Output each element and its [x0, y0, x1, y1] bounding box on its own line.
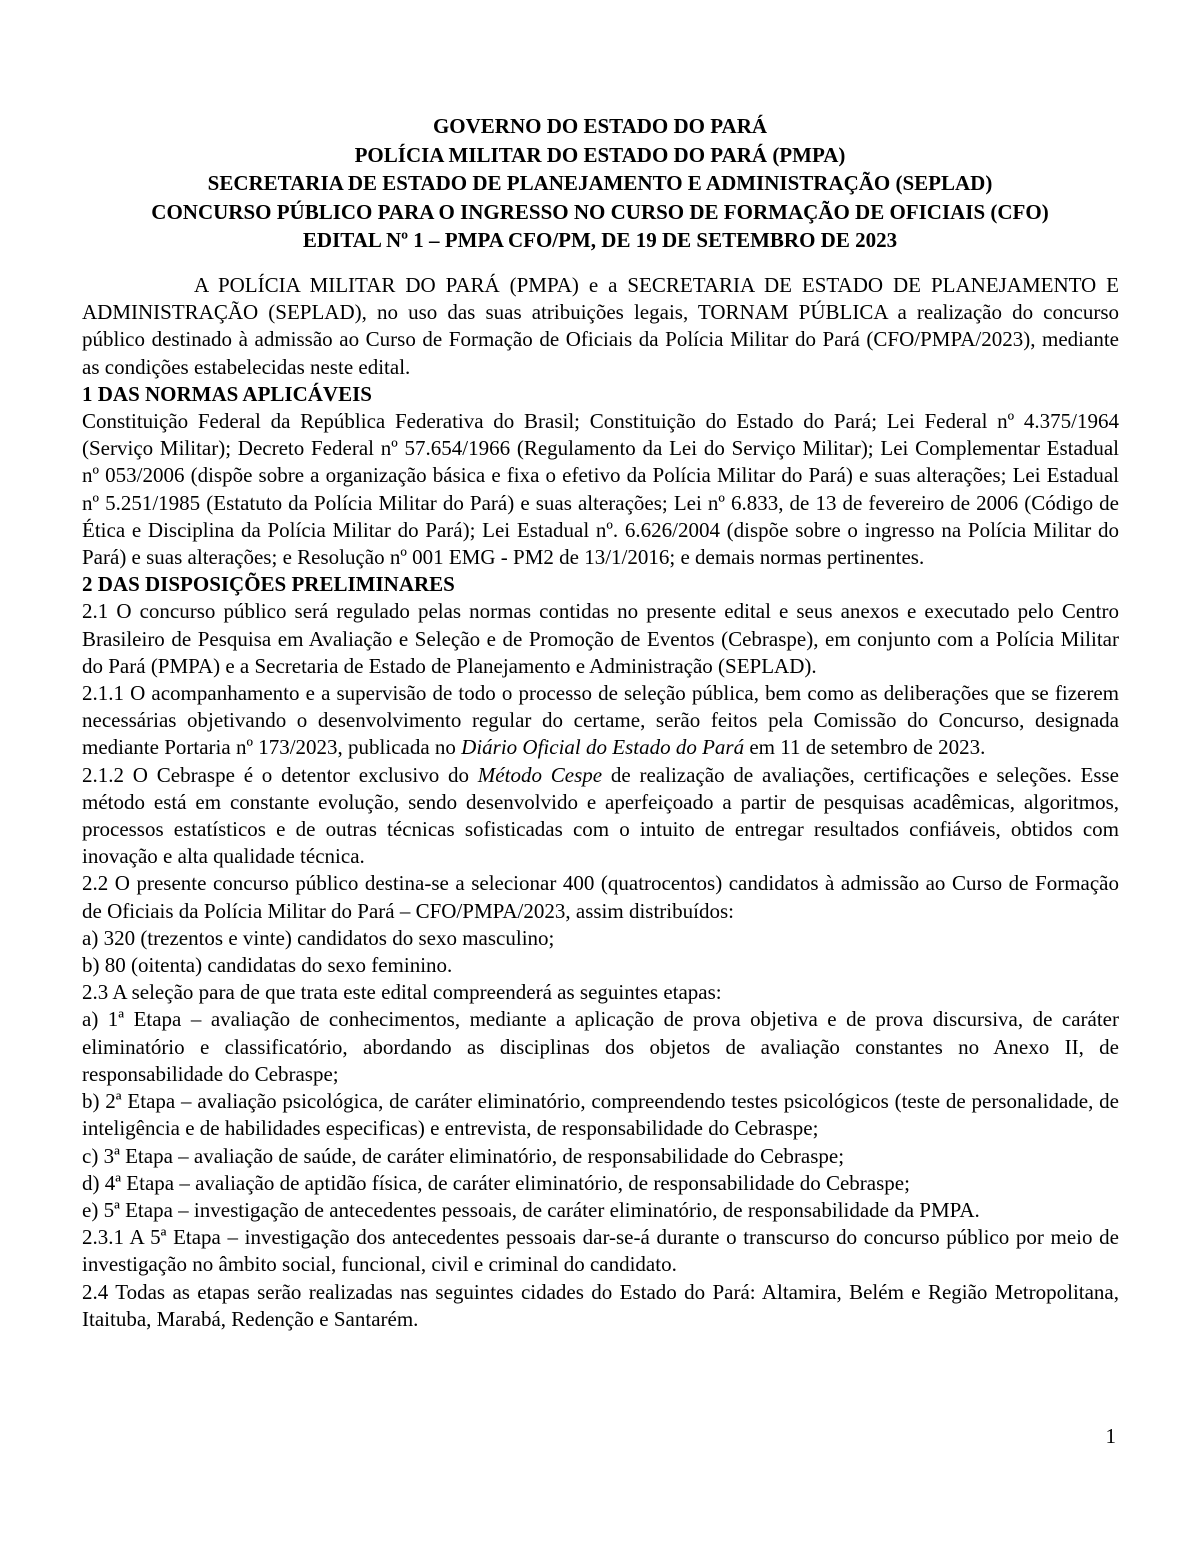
document-body	[82, 272, 1119, 1333]
paragraph-2-1-2-italic: Método Cespe	[477, 762, 603, 787]
page-number: 1	[1105, 1424, 1116, 1448]
paragraph-2-1-2-text-b: de realização de avaliações, certificações e seleções. Esse método está em constante evolução, sendo desenvolvido e aperfeiçoado a partir de pesquisas acadêmicas, algoritmos, processos estatísticos e de outras técnicas sofisticadas com o intuito de entregar resultados confiáveis, obtidos com inovação e alta qualidade técnica.	[82, 762, 1119, 869]
header-line-secretariat: SECRETARIA DE ESTADO DE PLANEJAMENTO E ADMINISTRAÇÃO (SEPLAD)	[207, 171, 993, 195]
list-item-2-3-d: d) 4ª Etapa – avaliação de aptidão física, de caráter eliminatório, de responsabilidade do Cebraspe;	[82, 1170, 910, 1195]
list-item-2-2-b: b) 80 (oitenta) candidatas do sexo feminino.	[82, 953, 453, 978]
list-item-2-3-e: e) 5ª Etapa – investigação de antecedentes pessoais, de caráter eliminatório, de responsabilidade da PMPA.	[82, 1197, 980, 1222]
header-line-edital: EDITAL Nº 1 – PMPA CFO/PM, DE 19 DE SETEMBRO DE 2023	[302, 228, 898, 252]
section-2-heading: 2 DAS DISPOSIÇÕES PRELIMINARES	[82, 572, 455, 597]
paragraph-2-1-1-text-a: 2.1.1 O acompanhamento e a supervisão de todo o processo de seleção pública, bem como as deliberações que se fizerem necessárias objetivando o desenvolvimento regular do certame, serão feitos pela Comissão do Concurso, designada mediante Portaria nº 173/2023, publicada no	[82, 681, 1119, 760]
section-1-heading: 1 DAS NORMAS APLICÁVEIS	[82, 381, 372, 406]
header-line-government: GOVERNO DO ESTADO DO PARÁ	[432, 114, 768, 138]
paragraph-2-4: 2.4 Todas as etapas serão realizadas nas seguintes cidades do Estado do Pará: Altamira, Belém e Região Metropolitana, Itaituba, Marabá, Redenção e Santarém.	[82, 1279, 1119, 1331]
paragraph-2-1-2-text-a: 2.1.2 O Cebraspe é o detentor exclusivo do	[82, 762, 478, 787]
list-item-2-3-b: b) 2ª Etapa – avaliação psicológica, de caráter eliminatório, compreendendo testes psicológicos (teste de personalidade, de inteligência e de habilidades especificas) e entrevista, de responsabilidade do Cebraspe;	[82, 1089, 1119, 1141]
list-item-2-3-a: a) 1ª Etapa – avaliação de conhecimentos, mediante a aplicação de prova objetiva e de prova discursiva, de caráter eliminatório e classificatório, abordando as disciplinas dos objetos de avaliação constantes no Anexo II, de responsabilidade do Cebraspe;	[82, 1007, 1119, 1086]
paragraph-2-1-1	[82, 680, 1119, 762]
paragraph-2-1-1-text-b: em 11 de setembro de 2023.	[744, 735, 986, 760]
paragraph-2-2: 2.2 O presente concurso público destina-se a selecionar 400 (quatrocentos) candidatos à admissão ao Curso de Formação de Oficiais da Polícia Militar do Pará – CFO/PMPA/2023, assim distribuídos:	[82, 871, 1119, 923]
list-item-2-2-a: a) 320 (trezentos e vinte) candidatos do sexo masculino;	[82, 925, 555, 950]
paragraph-2-3: 2.3 A seleção para de que trata este edital compreenderá as seguintes etapas:	[82, 980, 722, 1005]
paragraph-2-1-1-italic: Diário Oficial do Estado do Pará	[461, 735, 745, 760]
document-header	[80, 112, 1120, 255]
header-line-contest: CONCURSO PÚBLICO PARA O INGRESSO NO CURSO DE FORMAÇÃO DE OFICIAIS (CFO)	[151, 199, 1049, 224]
paragraph-2-3-1: 2.3.1 A 5ª Etapa – investigação dos antecedentes pessoais dar-se-á durante o transcurso do concurso público por meio de investigação no âmbito social, funcional, civil e criminal do candidato.	[82, 1225, 1119, 1277]
intro-paragraph: A POLÍCIA MILITAR DO PARÁ (PMPA) e a SECRETARIA DE ESTADO DE PLANEJAMENTO E ADMINISTRAÇÃO (SEPLAD), no uso das suas atribuições legais, TORNAM PÚBLICA a realização do concurso público destinado à admissão ao Curso de Formação de Oficiais da Polícia Militar do Pará (CFO/PMPA/2023), mediante as condições estabelecidas neste edital.	[82, 273, 1119, 379]
header-line-police: POLÍCIA MILITAR DO ESTADO DO PARÁ (PMPA)	[354, 142, 846, 167]
list-item-2-3-c: c) 3ª Etapa – avaliação de saúde, de caráter eliminatório, de responsabilidade do Cebraspe;	[82, 1143, 845, 1168]
paragraph-2-1-2	[82, 762, 1119, 871]
section-1-text: Constituição Federal da República Federativa do Brasil; Constituição do Estado do Pará; Lei Federal nº 4.375/1964 (Serviço Militar); Decreto Federal nº 57.654/1966 (Regulamento da Lei do Serviço Militar); Lei Complementar Estadual nº 053/2006 (dispõe sobre a organização básica e fixa o efetivo da Polícia Militar do Pará) e suas alterações; Lei Estadual nº 5.251/1985 (Estatuto da Polícia Militar do Pará) e suas alterações; Lei nº 6.833, de 13 de fevereiro de 2006 (Código de Ética e Disciplina da Polícia Militar do Pará); Lei Estadual nº. 6.626/2004 (dispõe sobre o ingresso na Polícia Militar do Pará) e suas alterações; e Resolução nº 001 EMG - PM2 de 13/1/2016; e demais normas pertinentes.	[82, 409, 1119, 570]
paragraph-2-1: 2.1 O concurso público será regulado pelas normas contidas no presente edital e seus anexos e executado pelo Centro Brasileiro de Pesquisa em Avaliação e Seleção e de Promoção de Eventos (Cebraspe), em conjunto com a Polícia Militar do Pará (PMPA) e a Secretaria de Estado de Planejamento e Administração (SEPLAD).	[82, 599, 1119, 678]
